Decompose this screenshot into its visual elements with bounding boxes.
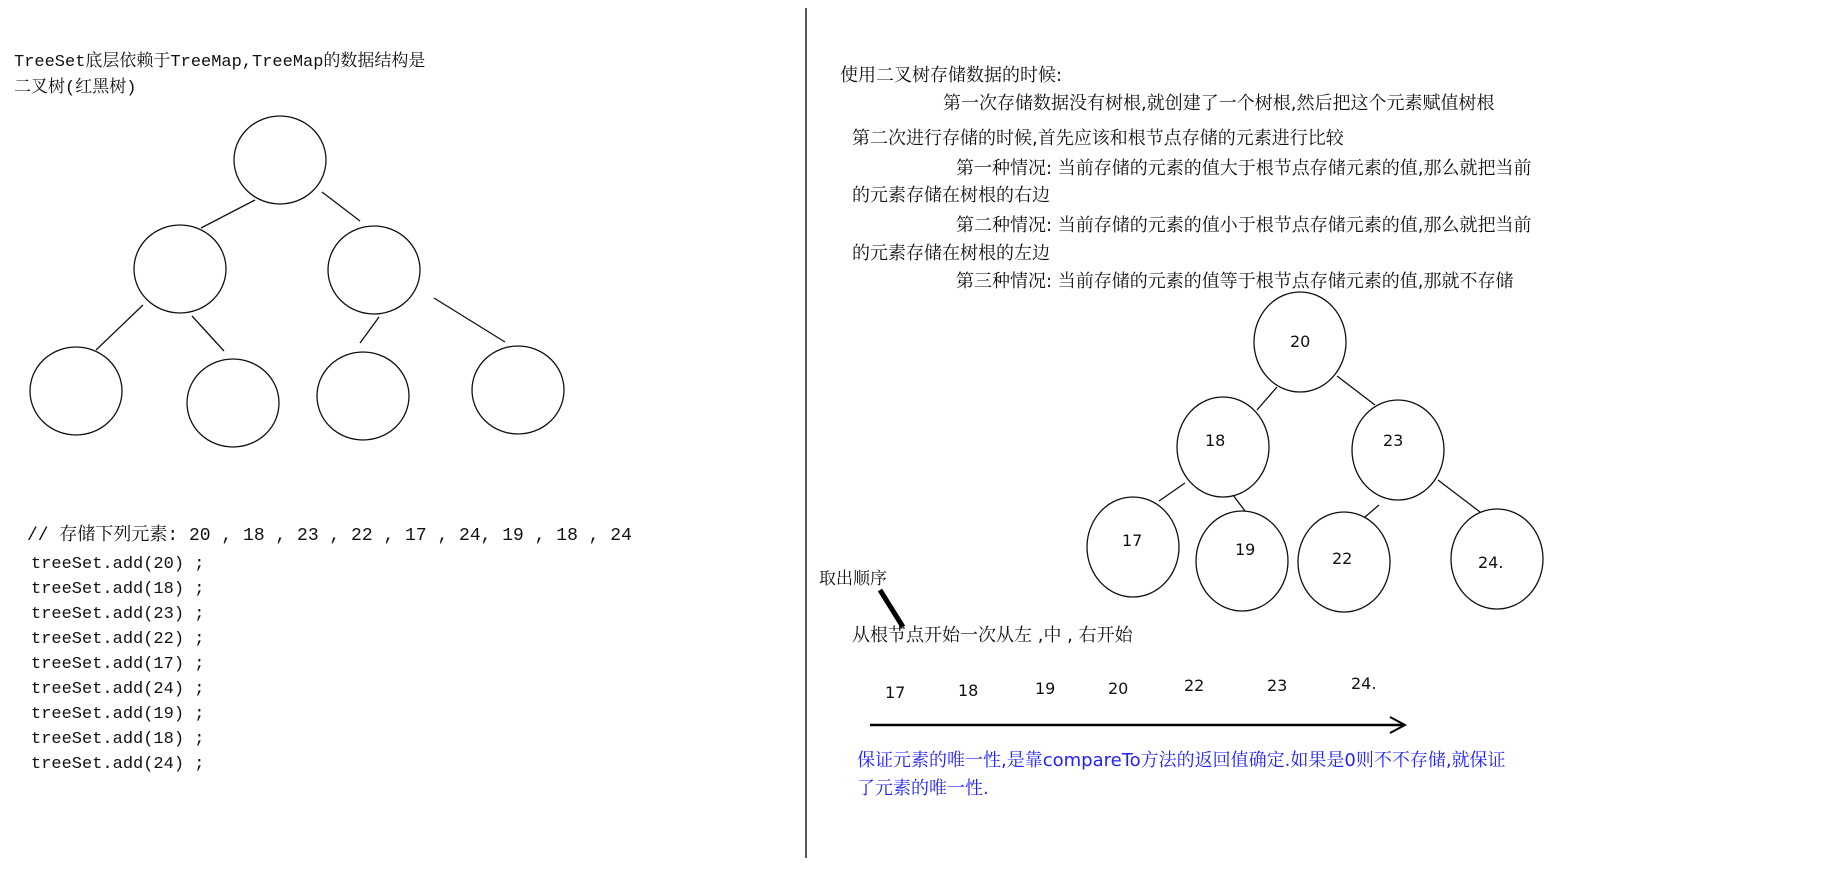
left-title-line2: 二叉树(红黑树): [14, 79, 137, 98]
code-line: treeSet.add(23) ;: [31, 605, 205, 624]
order-pointer: [880, 590, 903, 627]
code-line: treeSet.add(24) ;: [31, 680, 205, 699]
uniqueness-note-line2: 了元素的唯一性.: [857, 778, 989, 799]
node-label: 18: [1205, 431, 1226, 450]
uniqueness-note-line1: 保证元素的唯一性,是靠compareTo方法的返回值确定.如果是0则不不存储,就保证: [857, 750, 1506, 771]
tree-edge: [1257, 387, 1277, 410]
code-line: treeSet.add(19) ;: [31, 705, 205, 724]
tree-edge: [1337, 376, 1375, 405]
explanation-line: 第二种情况: 当前存储的元素的值小于根节点存储元素的值,那么就把当前: [956, 215, 1532, 236]
node-label: 24.: [1478, 553, 1504, 572]
tree-node-19: [1196, 511, 1288, 611]
tree-edge: [360, 317, 379, 343]
tree-edge: [1438, 480, 1480, 512]
node-label: 23: [1383, 431, 1404, 450]
code-line: treeSet.add(24) ;: [31, 755, 205, 774]
explanation-line: 使用二叉树存储数据的时候:: [840, 65, 1063, 86]
tree-node-empty: [317, 352, 409, 440]
order-value: 24.: [1351, 674, 1377, 693]
explanation-line: 第一次存储数据没有树根,就创建了一个树根,然后把这个元素赋值树根: [943, 93, 1495, 114]
tree-node-23: [1352, 400, 1444, 500]
tree-edge: [1233, 495, 1245, 511]
code-line: treeSet.add(17) ;: [31, 655, 205, 674]
explanation-line: 的元素存储在树根的左边: [852, 243, 1050, 264]
traversal-text: 从根节点开始一次从左 ,中 , 右开始: [852, 625, 1133, 646]
code-line: treeSet.add(22) ;: [31, 630, 205, 649]
order-value: 18: [958, 681, 979, 700]
code-line: treeSet.add(18) ;: [31, 580, 205, 599]
node-label: 20: [1290, 332, 1311, 351]
tree-edge: [96, 305, 143, 350]
explanation-line: 第二次进行存储的时候,首先应该和根节点存储的元素进行比较: [852, 128, 1344, 149]
explanation-line: 第三种情况: 当前存储的元素的值等于根节点存储元素的值,那就不存储: [956, 271, 1514, 292]
tree-edge: [201, 200, 255, 228]
order-value: 23: [1267, 676, 1288, 695]
tree-edge: [192, 316, 224, 351]
tree-node-empty: [187, 359, 279, 447]
tree-node-empty: [30, 347, 122, 435]
order-value: 20: [1108, 679, 1129, 698]
tree-edge: [1365, 505, 1379, 517]
code-line: treeSet.add(20) ;: [31, 555, 205, 574]
tree-node-empty: [328, 226, 420, 314]
order-label: 取出顺序: [819, 569, 887, 589]
code-line: treeSet.add(18) ;: [31, 730, 205, 749]
node-label: 22: [1332, 549, 1353, 568]
order-value: 17: [885, 683, 906, 702]
tree-edge: [1159, 483, 1185, 501]
tree-edge: [322, 192, 360, 221]
explanation-line: 的元素存储在树根的右边: [852, 185, 1050, 206]
tree-node-empty: [234, 116, 326, 204]
order-value: 22: [1184, 676, 1205, 695]
tree-node-empty: [134, 225, 226, 313]
node-label: 17: [1122, 531, 1143, 550]
tree-node-empty: [472, 346, 564, 434]
tree-edge: [434, 298, 505, 342]
explanation-line: 第一种情况: 当前存储的元素的值大于根节点存储元素的值,那么就把当前: [956, 158, 1532, 179]
left-title-line1: TreeSet底层依赖于TreeMap,TreeMap的数据结构是: [14, 53, 426, 72]
node-label: 19: [1235, 540, 1256, 559]
order-value: 19: [1035, 679, 1056, 698]
code-comment: // 存储下列元素: 20 , 18 , 23 , 22 , 17 , 24, 19 , 18 , 24: [27, 526, 632, 546]
